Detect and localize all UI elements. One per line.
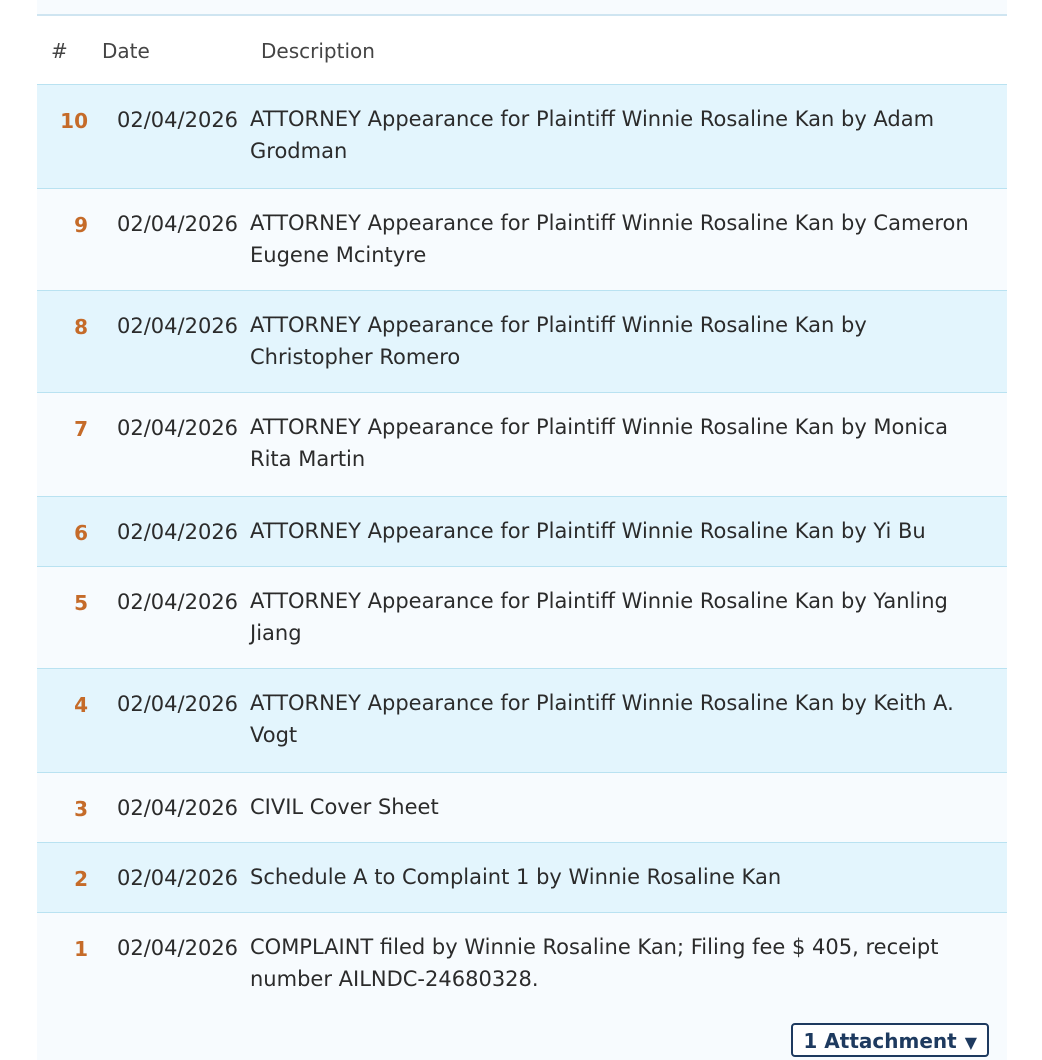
entry-date: 02/04/2026 [117,796,239,820]
entry-number: 8 [74,315,88,339]
entry-number: 6 [74,521,88,545]
entry-description: ATTORNEY Appearance for Plaintiff Winnie Rosaline Kan by Adam Grodman [250,107,935,163]
entry-description: ATTORNEY Appearance for Plaintiff Winnie Rosaline Kan by Cameron Eugene Mcintyre [250,211,969,267]
table-row [37,189,1007,291]
caret-down-icon: ▼ [964,1033,977,1052]
entry-number: 5 [74,591,88,615]
entry-description: ATTORNEY Appearance for Plaintiff Winnie Rosaline Kan by Yi Bu [250,519,926,543]
entry-date: 02/04/2026 [117,590,239,614]
header-description: Description [261,39,375,63]
entry-number: 4 [74,693,88,717]
header-date: Date [102,39,150,63]
entry-description: CIVIL Cover Sheet [250,795,439,819]
entry-description: ATTORNEY Appearance for Plaintiff Winnie Rosaline Kan by Christopher Romero [250,313,867,369]
entry-description: COMPLAINT filed by Winnie Rosaline Kan; Filing fee $ 405, receipt number AILNDC-24680328. [250,935,939,991]
entry-date: 02/04/2026 [117,520,239,544]
table-row [37,913,1007,1060]
table-row [37,669,1007,773]
entry-description: ATTORNEY Appearance for Plaintiff Winnie Rosaline Kan by Keith A. Vogt [250,691,954,747]
entry-number: 7 [74,417,88,441]
entry-number: 1 [74,937,88,961]
entry-number: 9 [74,213,88,237]
entry-number: 3 [74,797,88,821]
table-header [37,16,1007,85]
entry-date: 02/04/2026 [117,314,239,338]
entry-number: 2 [74,867,88,891]
entry-date: 02/04/2026 [117,692,239,716]
entry-number: 10 [60,109,88,133]
header-number: # [51,39,68,63]
entry-description: ATTORNEY Appearance for Plaintiff Winnie Rosaline Kan by Yanling Jiang [250,589,948,645]
attachment-dropdown-button[interactable] [791,1023,989,1057]
entry-description: Schedule A to Complaint 1 by Winnie Rosaline Kan [250,865,782,889]
entry-date: 02/04/2026 [117,936,239,960]
entry-description: ATTORNEY Appearance for Plaintiff Winnie Rosaline Kan by Monica Rita Martin [250,415,948,471]
entry-date: 02/04/2026 [117,108,239,132]
table-row [37,843,1007,913]
table-row [37,291,1007,393]
table-row [37,567,1007,669]
table-row [37,85,1007,189]
entry-date: 02/04/2026 [117,416,239,440]
docket-table [37,0,1007,1060]
table-row [37,773,1007,843]
entry-date: 02/04/2026 [117,866,239,890]
table-row [37,393,1007,497]
table-row [37,497,1007,567]
entry-date: 02/04/2026 [117,212,239,236]
attachment-label: 1 Attachment [803,1029,957,1053]
